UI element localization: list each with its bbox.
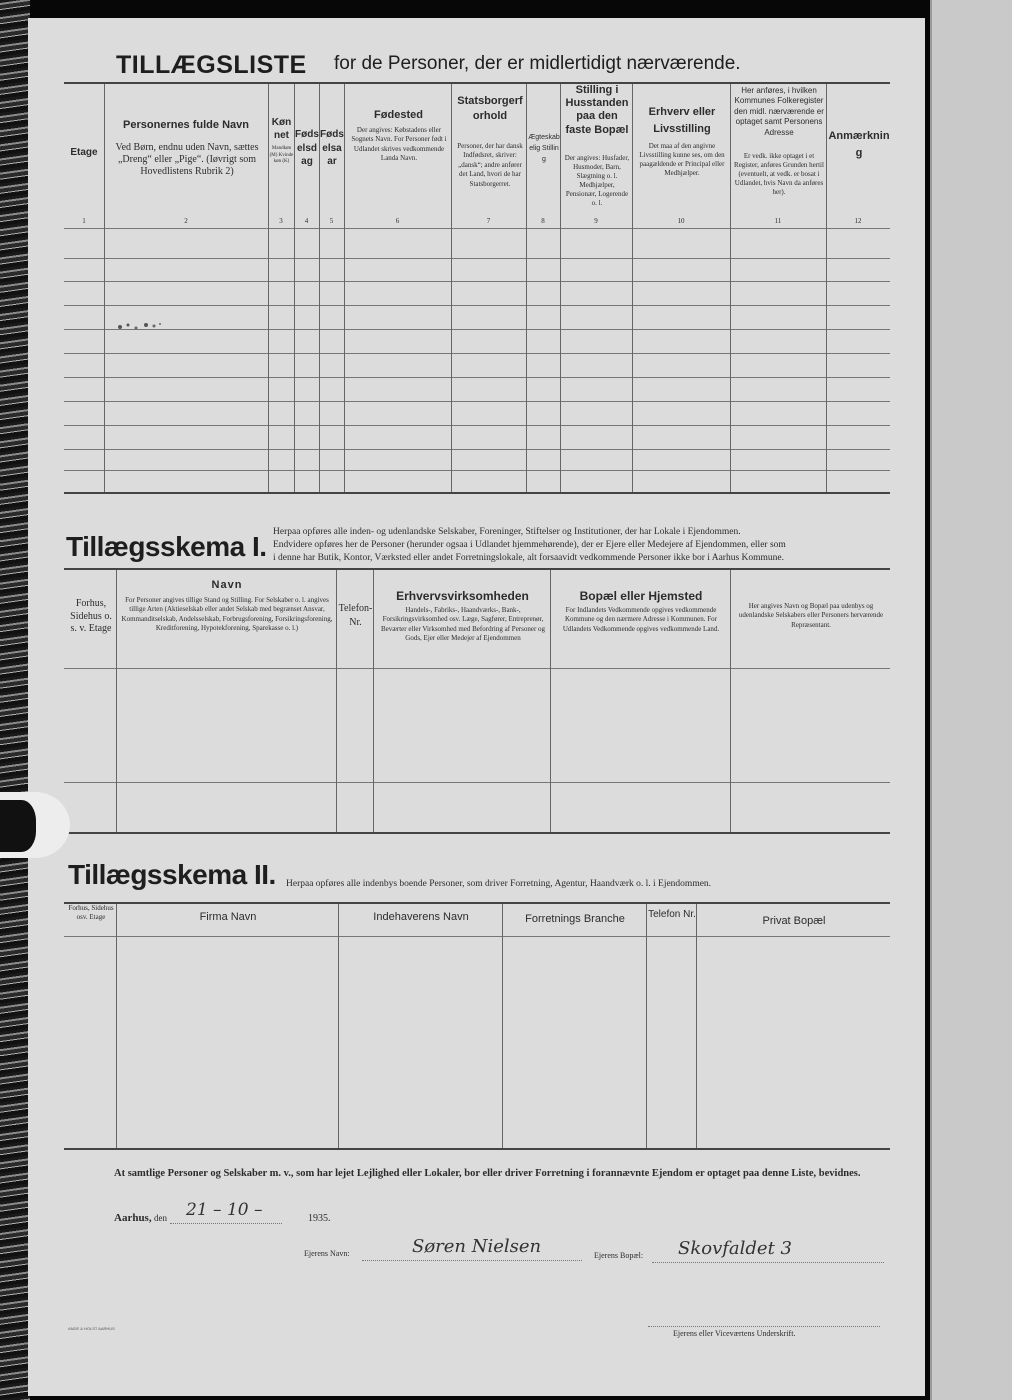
title-main: TILLÆGSLISTE bbox=[116, 51, 307, 79]
col-erhverv-note: Det maa af den angivne Livsstilling kunne ses, om den paagældende er Principal eller Medhjælper. bbox=[639, 142, 725, 178]
col-num-5: 5 bbox=[329, 217, 334, 225]
skema2-col-firma: Firma Navn bbox=[199, 911, 257, 923]
col-statsborger-note: Personer, der har dansk Indfødsret, skriver: „dansk“; andre anfører det Land, hvori de har Statsborgerret. bbox=[457, 142, 523, 188]
skema1-col-etage: Forhus, Sidehus o. s. v. Etage bbox=[70, 598, 112, 634]
signature-label: Ejerens eller Viceværtens Underskrift. bbox=[673, 1329, 796, 1338]
certification-text: At samtlige Personer og Selskaber m. v., som har lejet Lejlighed eller Lokaler, bor eller driver Forretning i forannævnte Ejendom er optaget paa denne Liste, bevidnes. bbox=[114, 1168, 861, 1179]
col-kon: Kønnet bbox=[271, 117, 292, 141]
col-erhverv: Erhverv eller Livsstilling bbox=[648, 106, 716, 135]
col-num-11: 11 bbox=[774, 217, 782, 225]
col-fodselsaar: Fødselsaar bbox=[320, 129, 344, 167]
col-num-8: 8 bbox=[541, 217, 545, 225]
skema2-col-branche: Forretnings Branche bbox=[525, 913, 625, 925]
col-folkeregister: Her anføres, i hvilken Kommunes Folkeregister den midl. nærværende er optaget samt Personens Adresse bbox=[734, 86, 824, 137]
ink-smudge bbox=[116, 318, 166, 328]
owner-name: Søren Nielsen bbox=[412, 1236, 542, 1257]
col-stilling-note: Der angives: Husfader, Husmoder, Barn, Slægtning o. l. Medhjælper, Pensionær, Logerende o. l. bbox=[564, 154, 630, 208]
col-navn: Personernes fulde Navn bbox=[123, 119, 249, 131]
skema1-desc-3: i denne har Butik, Kontor, Værksted eller andet Forretningslokale, alt forsaavidt vedkommende Personer ikke bor i Aarhus Kommune. bbox=[273, 553, 785, 563]
form-page bbox=[28, 18, 925, 1396]
col-statsborger: Statsborgerforhold bbox=[457, 95, 523, 123]
skema2-col-indehaver: Indehaverens Navn bbox=[373, 911, 469, 923]
owner-address-label: Ejerens Bopæl: bbox=[594, 1251, 644, 1260]
col-navn-note: Ved Børn, endnu uden Navn, sættes „Dreng“ eller „Pige“. (Iøvrigt som Hovedlistens Rubrik 2) bbox=[115, 142, 259, 177]
printer-mark: ANDE & HOLST AARHUS bbox=[68, 1326, 115, 1331]
skema1-col-telefon: Telefon-Nr. bbox=[338, 603, 373, 628]
col-num-7: 7 bbox=[486, 217, 491, 225]
skema2-title: Tillægsskema II. bbox=[68, 859, 276, 890]
col-num-12: 12 bbox=[854, 217, 862, 225]
col-aegteskabelig: Ægteskabelig Stilling bbox=[528, 134, 560, 164]
skema1-col-bopael: Bopæl eller Hjemsted bbox=[579, 589, 703, 603]
next-page-edge bbox=[930, 0, 1012, 1400]
col-etage: Etage bbox=[70, 147, 98, 158]
skema1-col-erhverv: Erhvervsvirksomheden bbox=[396, 589, 529, 603]
place-label: Aarhus, bbox=[114, 1212, 152, 1224]
book-binding bbox=[0, 0, 30, 1400]
skema1-col-bopael-note: For Indlandets Vedkommende opgives vedkommende Kommune og den nærmere Adresse i Kommunen. For Udlandets Vedkommende opgives vedkommende Land. bbox=[562, 606, 720, 633]
col-num-2: 2 bbox=[184, 217, 188, 225]
owner-name-label: Ejerens Navn: bbox=[304, 1249, 350, 1258]
den-label: den bbox=[154, 1213, 167, 1223]
col-num-9: 9 bbox=[594, 217, 598, 225]
col-num-4: 4 bbox=[304, 217, 309, 225]
skema2-col-telefon: Telefon Nr. bbox=[648, 909, 696, 920]
col-folkeregister-note: Er vedk. ikke optaget i et Register, anføres Grunden hertil (eventuelt, at vedk. er bosat i Udlandet, hvis Navn da anføres her). bbox=[734, 152, 824, 197]
skema2-col-bopael: Privat Bopæl bbox=[762, 915, 826, 927]
col-num-3: 3 bbox=[279, 217, 283, 225]
skema1-desc-1: Herpaa opføres alle inden- og udenlandske Selskaber, Foreninger, Stiftelser og Institutioner, der har Lokale i Ejendommen. bbox=[273, 527, 741, 537]
col-num-10: 10 bbox=[677, 217, 685, 225]
title-rest: for de Personer, der er midlertidigt nærværende. bbox=[334, 53, 741, 74]
date-handwritten: 21 – 10 – bbox=[186, 1200, 263, 1220]
skema1-col-navn-note: For Personer angives tillige Stand og Stilling. For Selskaber o. l. angives tillige Arten (Aktieselskab eller andet Selskab med begrænset Ansvar, Kommanditselskab, Andelsselskab, Forbrugsforening, Forsikringsforening, Kreditforening, Hypotekforening, Sparekasse o. l.) bbox=[121, 596, 333, 633]
skema2-col-etage: Forhus, Sidehus osv. Etage bbox=[68, 904, 114, 921]
col-fodselsdag: Fødselsdag bbox=[295, 129, 319, 167]
skema2-desc: Herpaa opføres alle indenbys boende Personer, som driver Forretning, Agentur, Haandværk o. l. i Ejendommen. bbox=[286, 879, 712, 889]
skema1-title: Tillægsskema I. bbox=[66, 531, 267, 562]
col-stilling: Stilling i Husstanden paa den faste Bopæl bbox=[565, 84, 629, 136]
col-kon-note: Mandkøn (M) Kvindekøn (K) bbox=[269, 146, 294, 164]
col-num-6: 6 bbox=[395, 217, 400, 225]
col-fodested-note: Der angives: Købstadens eller Sognets Navn. For Personer født i Udlandet skrives vedkommende Landa Navn. bbox=[351, 126, 447, 163]
skema1-col-navn: Navn bbox=[211, 579, 243, 591]
owner-address: Skovfaldet 3 bbox=[678, 1238, 792, 1259]
year-label: 1935. bbox=[308, 1213, 331, 1224]
page-tab-shadow bbox=[0, 800, 36, 852]
skema1-col-erhverv-note: Handels-, Fabriks-, Haandværks-, Bank-, Forsikringsvirksomhed osv. Læge, Sagfører, Entreprenør, Beværter eller Virksomhed med Befordring af Personer og Gods, Ejer eller Medejer af Ejendommen bbox=[380, 606, 546, 643]
skema1-desc-2: Endvidere opføres her de Personer (herunder ogsaa i Udlandet hjemmehørende), der er Ejere eller Medejere af Ejendommen, eller som bbox=[273, 540, 786, 550]
col-num-1: 1 bbox=[82, 217, 86, 225]
col-anmaerkning: Anmærkning bbox=[828, 130, 890, 159]
skema1-col-repraesentant: Her angives Navn og Bopæl paa udenbys og udenlandske Selskabers eller Personers herværende Repræsentant. bbox=[738, 602, 884, 629]
col-fodested: Fødested bbox=[374, 109, 423, 121]
